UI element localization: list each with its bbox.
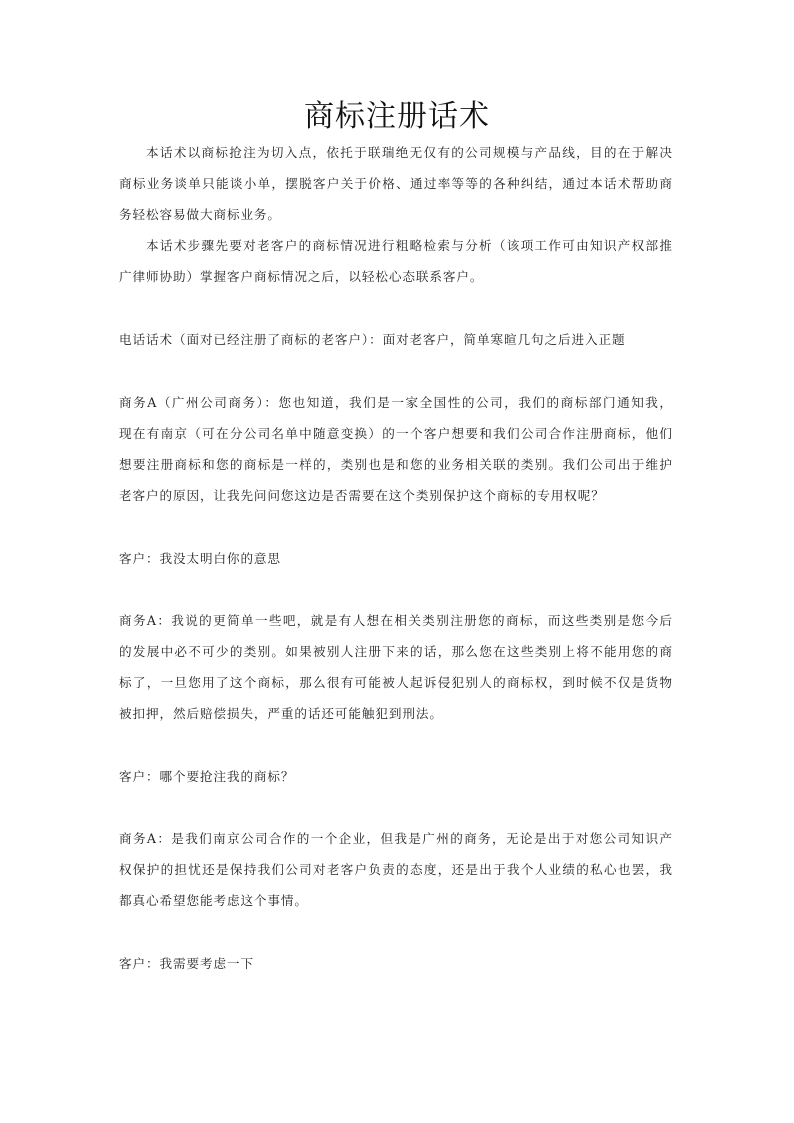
dialogue-5-line-1: 商务A：是我们南京公司合作的一个企业，但我是广州的商务，无论是出于对您公司知识产: [119, 831, 672, 846]
intro-p1-line-1: 本话术以商标抢注为切入点，依托于联瑞绝无仅有的公司规模与产品线，目的在于解决: [146, 145, 672, 160]
document-title: 商标注册话术: [304, 99, 490, 134]
dialogue-2-line-1: 客户：我没太明白你的意思: [119, 551, 281, 566]
dialogue-1-line-1: 商务A（广州公司商务）：您也知道，我们是一家全国性的公司，我们的商标部门通知我，: [119, 395, 672, 410]
section-heading: 电话话术（面对已经注册了商标的老客户）：面对老客户，简单寒暄几句之后进入正题: [119, 332, 626, 347]
dialogue-3-line-2: 的发展中必不可少的类别。如果被别人注册下来的话，那么您在这些类别上将不能用您的商: [119, 644, 672, 659]
intro-p1-line-2: 商标业务谈单只能谈小单，摆脱客户关于价格、通过率等等的各种纠结，通过本话术帮助商: [119, 176, 672, 191]
dialogue-1-line-3: 想要注册商标和您的商标是一样的，类别也是和您的业务相关联的类别。我们公司出于维护: [119, 457, 672, 472]
dialogue-6-line-1: 客户：我需要考虑一下: [119, 956, 254, 971]
dialogue-3-line-3: 标了，一旦您用了这个商标，那么很有可能被人起诉侵犯别人的商标权，到时候不仅是货物: [119, 675, 672, 690]
dialogue-3-line-1: 商务A：我说的更简单一些吧，就是有人想在相关类别注册您的商标，而这些类别是您今后: [119, 613, 672, 628]
dialogue-1-line-4: 老客户的原因，让我先问问您这边是否需要在这个类别保护这个商标的专用权呢？: [119, 488, 605, 503]
dialogue-3-line-4: 被扣押，然后赔偿损失，严重的话还可能触犯到刑法。: [119, 706, 443, 721]
intro-p2-line-1: 本话术步骤先要对老客户的商标情况进行粗略检索与分析（该项工作可由知识产权部推: [146, 238, 672, 253]
dialogue-5-line-3: 都真心希望您能考虑这个事情。: [119, 893, 308, 908]
dialogue-1-line-2: 现在有南京（可在分公司名单中随意变换）的一个客户想要和我们公司合作注册商标，他们: [119, 426, 672, 441]
dialogue-4-line-1: 客户：哪个要抢注我的商标？: [119, 769, 295, 784]
dialogue-5-line-2: 权保护的担忧还是保持我们公司对老客户负责的态度，还是出于我个人业绩的私心也罢，我: [119, 862, 672, 877]
intro-p1-line-3: 务轻松容易做大商标业务。: [119, 207, 281, 222]
intro-p2-line-2: 广律师协助）掌握客户商标情况之后，以轻松心态联系客户。: [119, 269, 484, 284]
